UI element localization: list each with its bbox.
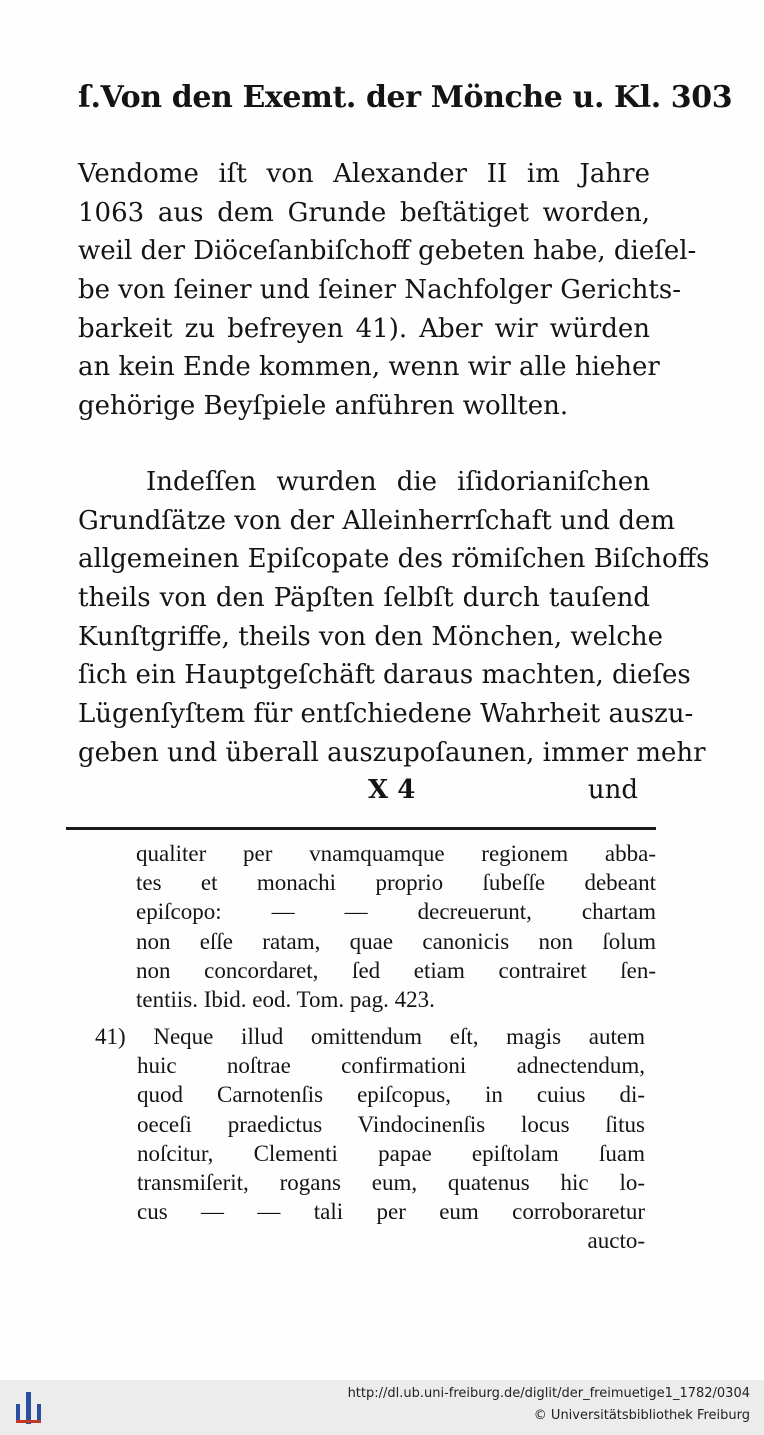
text-line: Grundſätze von der Alleinherrſchaft und dem — [78, 505, 676, 536]
text-line: Lügenſyſtem für entſchiedene Wahrheit auszu- — [78, 699, 694, 730]
text-line: weil der Diöceſanbiſchoff gebeten habe, dieſel- — [78, 236, 697, 267]
signature-row — [78, 775, 650, 815]
running-header: ſ.Von den Exemt. der Mönche u. Kl. 303 — [78, 80, 733, 115]
text-line: allgemeinen Epiſcopate des römiſchen Biſchoffs — [78, 544, 710, 575]
copyright-notice: © Universitätsbibliothek Freiburg — [533, 1408, 750, 1423]
text-line: an kein Ende kommen, wenn wir alle hieher — [78, 352, 660, 383]
text-line: gehörige Beyſpiele anführen wollten. — [78, 391, 569, 422]
catchword: und — [587, 775, 638, 805]
footnote-line: 41) Neque illud omittendum eſt, magis autem — [95, 1024, 645, 1049]
paragraph-2 — [78, 463, 710, 773]
footnote-line: noſcitur, Clementi papae epiſtolam ſuam — [137, 1140, 645, 1166]
permalink-url[interactable]: http://dl.ub.uni-freiburg.de/diglit/der_freimuetige1_1782/0304 — [347, 1386, 750, 1401]
text-line: ſich ein Hauptgeſchäft daraus machten, dieſes — [78, 660, 691, 691]
text-line: barkeit zu befreyen 41). Aber wir würden — [78, 313, 650, 344]
text-line: geben und überall auszupoſaunen, immer mehr — [78, 737, 706, 768]
text-line: be von ſeiner und ſeiner Nachfolger Gerichts- — [78, 275, 682, 306]
text-line: theils von den Päpſten ſelbſt durch tauſend — [78, 583, 650, 614]
footnote-41 — [95, 1022, 645, 1256]
footnote-line: qualiter per vnamquamque regionem abba- — [136, 841, 656, 866]
ub-freiburg-logo-icon[interactable] — [14, 1390, 44, 1426]
footnote-line: epiſcopo: — — decreuerunt, chartam — [136, 899, 656, 925]
footnote-line: transmiſerit, rogans eum, quatenus hic lo- — [137, 1169, 645, 1195]
footnote-line: huic noſtrae confirmationi adnectendum, — [137, 1053, 645, 1079]
paragraph-1 — [78, 155, 697, 426]
viewer-footer — [0, 1380, 764, 1435]
text-line: Indeſſen wurden die iſidorianiſchen — [146, 467, 650, 497]
signature-mark: X 4 — [368, 775, 416, 805]
footnote-line: quod Carnotenſis epiſcopus, in cuius di- — [137, 1082, 645, 1108]
footnote-line: cus — — tali per eum corroboraretur — [137, 1199, 645, 1225]
footnote-line: aucto- — [587, 1228, 645, 1254]
footnote-line: oeceſi praedictus Vindocinenſis locus ſitus — [137, 1111, 645, 1137]
footnote-rule — [66, 827, 656, 830]
text-line: Vendome iſt von Alexander II im Jahre — [78, 159, 650, 189]
text-line: 1063 aus dem Grunde beſtätiget worden, — [78, 197, 650, 228]
text-line: Kunſtgriffe, theils von den Mönchen, welche — [78, 621, 664, 652]
footnote-line: tentiis. Ibid. eod. Tom. pag. 423. — [136, 986, 435, 1012]
footnote-continued — [136, 839, 656, 1014]
footnote-line: tes et monachi proprio ſubeſſe debeant — [136, 870, 656, 896]
footnote-line: non concordaret, ſed etiam contrairet ſen- — [136, 957, 656, 983]
footnote-line: non eſſe ratam, quae canonicis non ſolum — [136, 928, 656, 954]
